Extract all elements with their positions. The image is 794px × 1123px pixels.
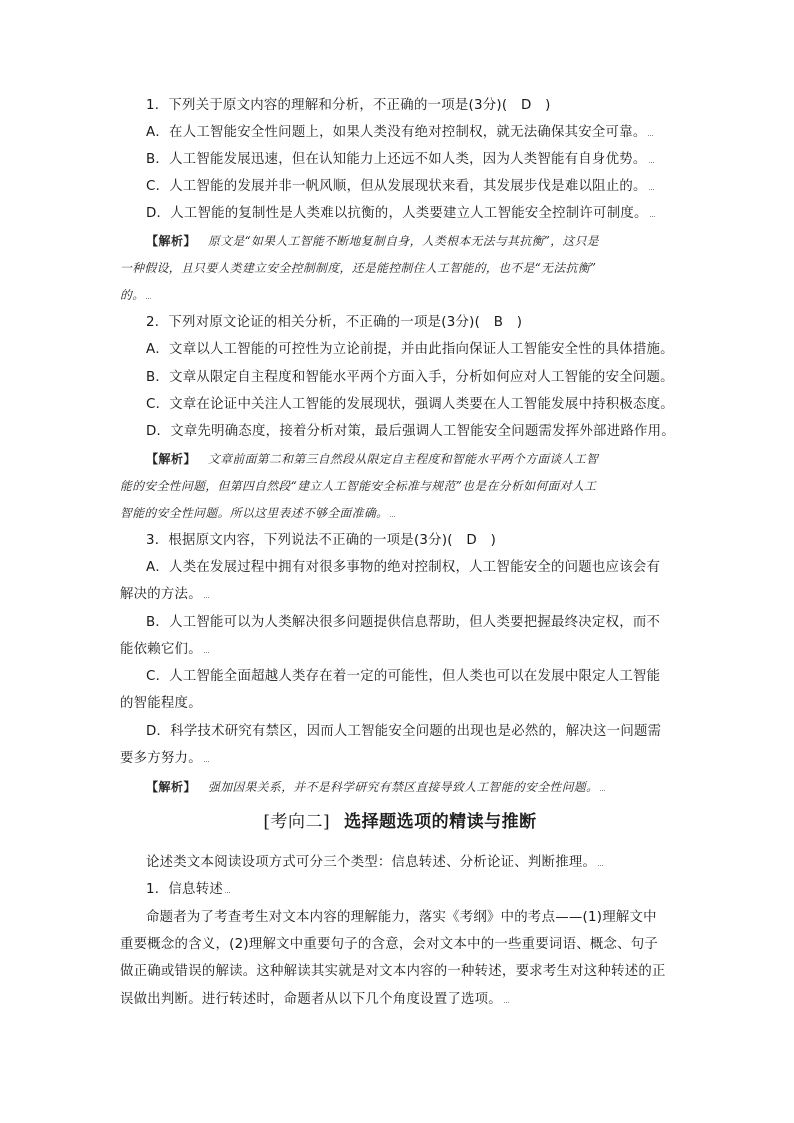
q3-explanation: 【解析】 强加因果关系，并不是科学研究有禁区直接导致人工智能的安全性问题。 (146, 777, 680, 797)
body-paragraph-1: 论述类文本阅读设项方式可分三个类型：信息转述、分析论证、判断推理。 (146, 853, 678, 873)
subheading-info-restatement: 1．信息转述 (146, 880, 678, 900)
q3-option-c-cont: 的智能程度。 (120, 696, 202, 711)
q3-option-d: D．科学技术研究有禁区，因而人工智能安全问题的出现也是必然的，解决这一问题需 (146, 724, 662, 739)
q3-option-d-cont: 要多方努力。 (120, 749, 680, 769)
q2-option-c: C．文章在论证中关注人工智能的发展现状，强调人类要在人工智能发展中持积极态度。 (146, 397, 674, 412)
q2-explanation: 【解析】 文章前面第二和第三自然段从限定自主程度和智能水平两个方面谈人工智 (146, 452, 599, 466)
q1-option-a: A．在人工智能安全性问题上，如果人类没有绝对控制权，就无法确保其安全可靠。 (146, 123, 678, 143)
q3-option-a-cont: 解决的方法。 (120, 585, 680, 605)
explanation-tag: 【解析】 (146, 234, 197, 248)
q2-explanation-line2: 能的安全性问题，但第四自然段“建立人工智能安全标准与规范”也是在分析如何面对人工 (120, 479, 597, 493)
section-title: 选择题选项的精读与推断 (344, 812, 537, 832)
q3-stem: 3．根据原文内容，下列说法不正确的一项是(3分)( D ) (146, 533, 497, 548)
q3-option-a: A．人类在发展过程中拥有对很多事物的绝对控制权，人工智能安全的问题也应该会有 (146, 560, 661, 575)
body-paragraph-2-line3: 做正确或错误的解读。这种解读其实就是对文本内容的一种转述，要求考生对这种转述的正 (120, 964, 666, 979)
body-paragraph-2: 命题者为了考查考生对文本内容的理解能力，落实《考纲》中的考点——(1)理解文中 (146, 910, 657, 925)
q2-stem: 2．下列对原文论证的相关分析，不正确的一项是(3分)( B ) (146, 315, 523, 330)
q2-option-b: B．文章从限定自主程度和智能水平两个方面入手，分析如何应对人工智能的安全问题。 (146, 370, 674, 385)
q3-option-b-cont: 能依赖它们。 (120, 640, 680, 660)
section-bracket: [考向二] (263, 812, 331, 832)
q1-explanation-line3: 的。 (120, 285, 680, 305)
q2-option-d: D．文章先明确态度，接着分析对策，最后强调人工智能安全问题需发挥外部进路作用。 (146, 424, 675, 439)
q1-option-d: D．人工智能的复制性是人类难以抗衡的，人类要建立人工智能安全控制许可制度。 (146, 204, 678, 224)
body-paragraph-2-line2: 重要概念的含义，(2)理解文中重要句子的含意，会对文本中的一些重要词语、概念、句子 (120, 937, 659, 952)
section-heading (120, 808, 680, 836)
explanation-tag: 【解析】 (146, 452, 197, 466)
body-paragraph-2-line4: 误做出判断。进行转述时，命题者从以下几个角度设置了选项。 (120, 990, 680, 1010)
q1-option-b: B．人工智能发展迅速，但在认知能力上还远不如人类，因为人类智能有自身优势。 (146, 150, 678, 170)
q1-explanation: 【解析】 原文是“如果人工智能不断地复制自身，人类根本无法与其抗衡”，这只是 (146, 234, 599, 248)
explanation-tag: 【解析】 (146, 780, 197, 794)
q3-option-c: C．人工智能全面超越人类存在着一定的可能性，但人类也可以在发展中限定人工智能 (146, 669, 661, 684)
q3-option-b: B．人工智能可以为人类解决很多问题提供信息帮助，但人类要把握最终决定权，而不 (146, 615, 661, 630)
q1-explanation-line2: 一种假设，且只要人类建立安全控制制度，还是能控制住人工智能的，也不是“无法抗衡” (120, 261, 597, 275)
q1-stem: 1．下列关于原文内容的理解和分析，不正确的一项是(3分)( D ) (146, 98, 551, 113)
q2-explanation-line3: 智能的安全性问题。所以这里表述不够全面准确。 (120, 503, 680, 523)
q1-option-c: C．人工智能的发展并非一帆风顺，但从发展现状来看，其发展步伐是难以阻止的。 (146, 177, 678, 197)
q2-option-a: A．文章以人工智能的可控性为立论前提，并由此指向保证人工智能安全性的具体措施。 (146, 342, 674, 357)
